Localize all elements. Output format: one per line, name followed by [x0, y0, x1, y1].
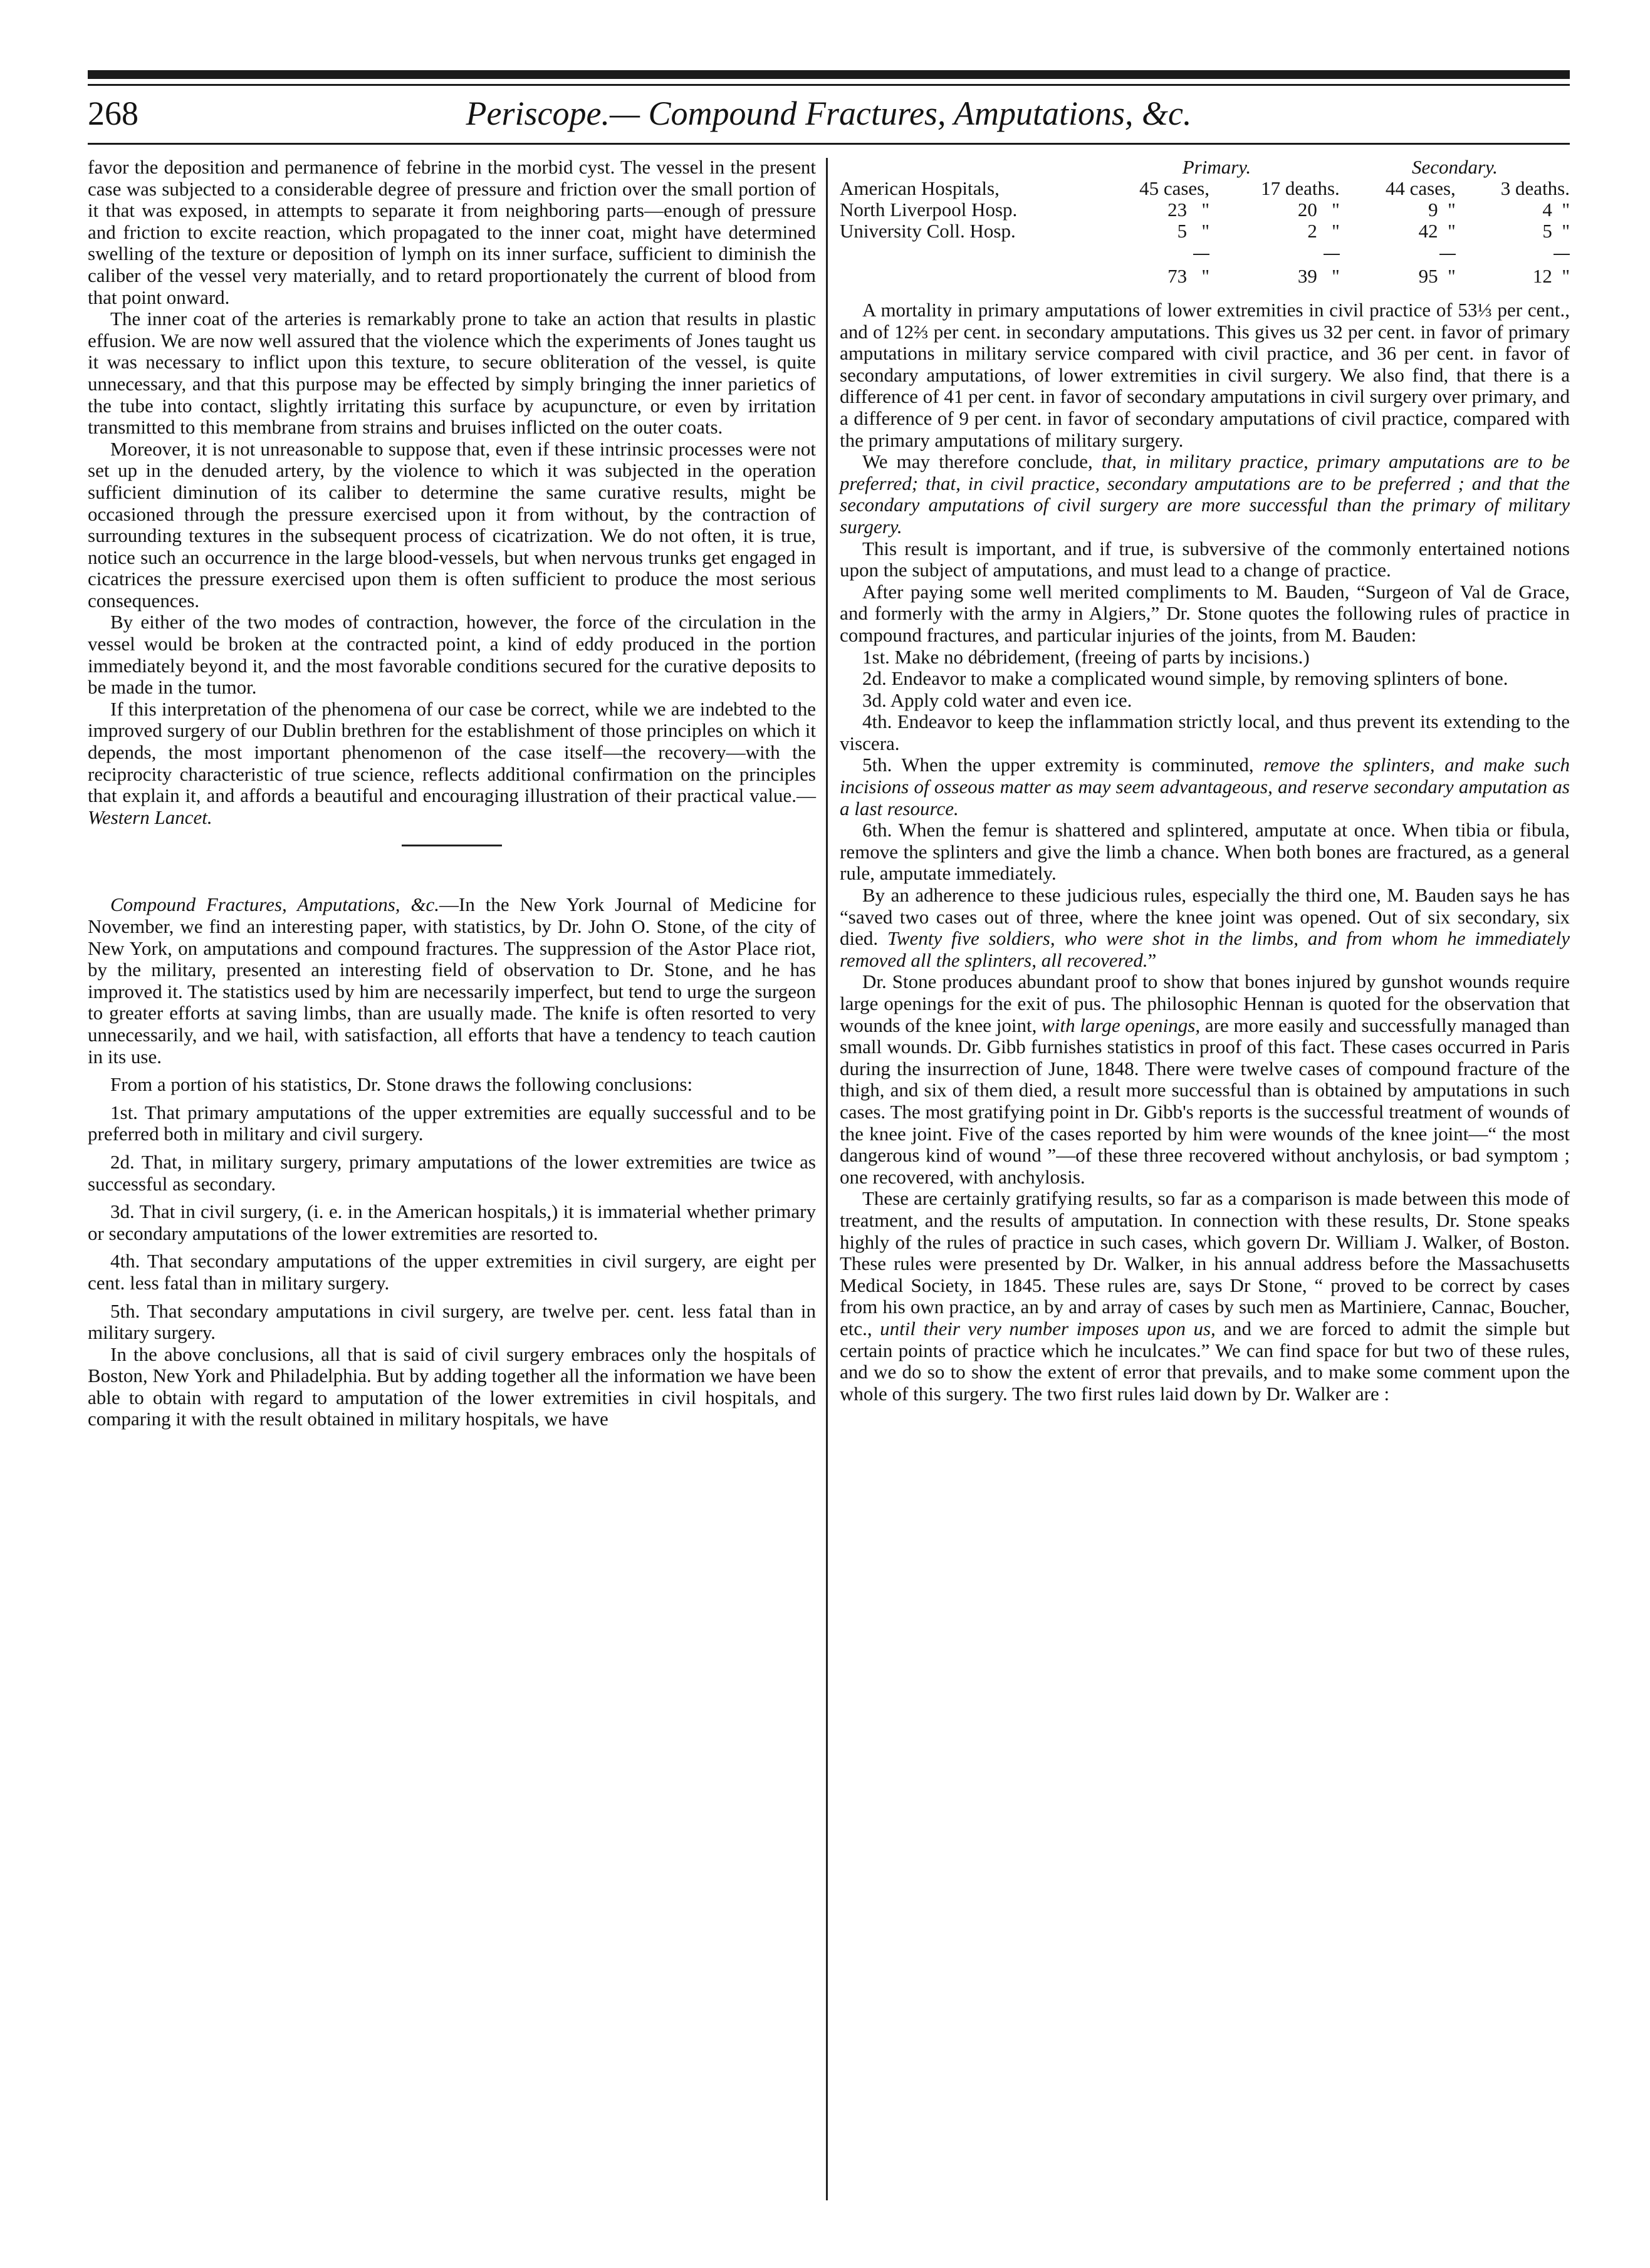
- table-row: American Hospitals, 45 cases, 17 deaths. 44 cases, 3 deaths.: [840, 177, 1570, 199]
- top-rule: [88, 70, 1570, 79]
- paragraph: The inner coat of the arteries is remarkably prone to take an action that results in plastic effusion. We are now well assured that the violence which the experiments of Jones taught us it was necessary to inflict upon this texture, to secure obliteration of the vessel, is quite unnecessary, and that this purpose may be effected by simply bringing the inner parietics of the tube into contact, slightly irritating this surface by acupuncture, or even by irritation transmitted to this membrane from strains and bruises inflicted on the outer coats.: [88, 308, 816, 439]
- paragraph: These are certainly gratifying results, so far as a comparison is made between this mode of treatment, and the results of amputation. In connection with these results, Dr. Stone speaks highly of the rules of practice in such cases, which govern Dr. William J. Walker, of Boston. These rules were presented by Dr. Walker, in his annual address before the Massachusetts Medical Society, in 1845. These rules are, says Dr Stone, “ proved to be correct by cases from his own practice, an by and array of cases by such men as Martiniere, Cannac, Boucher, etc., until their very number imposes upon us, and we are forced to admit the simple but certain points of practice which he inculcates.” We can find space for but two of these rules, and we do so to show the extent of error that prevails, and to make some comment upon the whole of this surgery. The two first rules laid down by Dr. Walker are :: [840, 1187, 1570, 1405]
- paragraph: This result is important, and if true, is subversive of the commonly entertained notions upon the subject of amputations, and must lead to a change of practice.: [840, 537, 1570, 581]
- table-row: University Coll. Hosp. 5 " 2 " 42 " 5 ": [840, 220, 1570, 242]
- conclusion-item: 2d. That, in military surgery, primary amputations of the lower extremities are twice as successful as secondary.: [88, 1150, 816, 1195]
- table-totals-row: 73 " 39 " 95 " 12 ": [1167, 265, 1570, 287]
- paragraph: favor the deposition and permanence of febrine in the morbid cyst. The vessel in the present case was subjected to a considerable degree of pressure and friction over the small portion of it that was exposed, in attempts to separate it from neighboring parts—enough of pressure and friction to excite reaction, which propagated to the inner coat, might have determined swelling of the texture or deposition of lymph on its inner surface, sufficient to diminish the caliber of the vessel very materially, and to retard proportionately the current of blood from that point onward.: [88, 156, 816, 308]
- paragraph: Moreover, it is not unreasonable to suppose that, even if these intrinsic processes were not set up in the denuded artery, by the violence to which it was subjected in the operation sufficient diminution of its caliber to determine the same curative results, might be occasioned through the pressure exercised upon it from without, by the contraction of surrounding textures in the subsequent process of cicatrization. We do not often, it is true, notice such an occurrence in the large blood-vessels, but when nervous trunks get engaged in cicatrices the pressure exercised upon them is often sufficient to produce the most serious consequences.: [88, 437, 816, 611]
- page-number: 268: [88, 95, 138, 132]
- emphasis: remove the splinters, and make such incisions of osseous matter as may seem advantageous, and reserve secondary amputation as a last resource.: [840, 754, 1570, 819]
- table-header-secondary: Secondary.: [1411, 156, 1498, 178]
- paragraph: By an adherence to these judicious rules, especially the third one, M. Bauden says he has “saved two cases out of three, where the knee joint was opened. Out of six secondary, six died. Twenty five soldiers, who were shot in the limbs, and from whom he immediately removed all the splinters, all recovered.”: [840, 884, 1570, 971]
- rule-item: 2d. Endeavor to make a complicated wound simple, by removing splinters of bone.: [862, 667, 1508, 690]
- rule-item: 3d. Apply cold water and even ice.: [862, 689, 1132, 711]
- paragraph-text: —In the New York Journal of Medicine for November, we find an interesting paper, with statistics, by Dr. John O. Stone, of the city of New York, on amputations and compound fractures. The suppression of the Astor Place riot, by the military, presented an interesting field of observation to Dr. Stone, and he has improved it. The statistics used by him are necessarily imperfect, but tend to urge the surgeon to greater efforts at saving limbs, than are usually made. The knife is often resorted to very unnecessarily, and we hail, with satisfaction, all efforts that have a tendency to teach caution in its use.: [88, 893, 816, 1068]
- paragraph: A mortality in primary amputations of lower extremities in civil practice of 53⅓ per cent., and of 12⅔ per cent. in secondary amputations. This gives us 32 per cent. in favor of primary amputations in military service compared with civil practice, and 36 per cent. in favor of secondary amputations, of lower extremities in civil surgery. We also find, that there is a difference of 41 per cent. in favor of secondary amputations in civil surgery over primary, and a difference of 9 per cent. in favor of secondary amputations of civil practice, compared with the primary amputations of military surgery.: [840, 299, 1570, 451]
- table-rule-row: [840, 242, 1570, 263]
- conclusion-item: 3d. That in civil surgery, (i. e. in the American hospitals,) it is immaterial whether primary or secondary amputations of the lower extremities are resorted to.: [88, 1200, 816, 1244]
- amputation-table: [840, 157, 1570, 287]
- article-title: Compound Fractures, Amputations, &c.: [110, 893, 440, 916]
- paragraph: In the above conclusions, all that is said of civil surgery embraces only the hospitals of Boston, New York and Philadelphia. But by adding together all the information we have been able to obtain with regard to amputation of the lower extremities in civil hospitals, and comparing it with the result obtained in military hospitals, we have: [88, 1343, 816, 1430]
- table-row: North Liverpool Hosp. 23 " 20 " 9 " 4 ": [840, 199, 1570, 221]
- paragraph: [88, 699, 816, 829]
- conclusion-item: 4th. That secondary amputations of the upper extremities in civil surgery, are eight per cent. less fatal than in military surgery.: [88, 1250, 816, 1294]
- paragraph: Dr. Stone produces abundant proof to show that bones injured by gunshot wounds require large openings for the exit of pus. The philosophic Hennan is quoted for the observation that wounds of the knee joint, with large openings, are more easily and successfully managed than small wounds. Dr. Gibb furnishes statistics in proof of this fact. These cases occurred in Paris during the insurrection of June, 1848. There were twelve cases of compound fracture of the thigh, and six of them died, a result more successful than is obtained by amputations in such cases. The most gratifying point in Dr. Gibb's reports is the successful treatment of wounds of the knee joint. Five of the cases reported by him were wounds of the knee joint—“ the most dangerous kind of wound ”—of these three recovered without anchylosis, or bad symptom ; one recovered, with anchylosis.: [840, 970, 1570, 1188]
- top-rule-thin: [88, 84, 1570, 86]
- article-intro: [88, 894, 816, 1068]
- table-header-primary: Primary.: [1182, 156, 1251, 178]
- paragraph: After paying some well merited compliments to M. Bauden, “Surgeon of Val de Grace, and formerly with the army in Algiers,” Dr. Stone quotes the following rules of practice in compound fractures, and particular injuries of the joints, from M. Bauden:: [840, 580, 1570, 646]
- running-head: Periscope.— Compound Fractures, Amputations, &c.: [466, 95, 1192, 132]
- emphasis: that, in military practice, primary amputations are to be preferred; that, in civil practice, secondary amputations are to be preferred ; and that the secondary amputations of civil surgery are more successful than the primary of military surgery.: [840, 450, 1570, 538]
- paragraph: By either of the two modes of contraction, however, the force of the circulation in the vessel would be broken at the contracted point, a kind of eddy produced in the portion immediately beyond it, and the most favorable conditions secured for the curative deposits to be made in the tumor.: [88, 611, 816, 699]
- section-divider: [402, 845, 502, 846]
- emphasis: with large openings,: [1042, 1014, 1201, 1036]
- column-divider: [826, 158, 828, 2200]
- right-column: [840, 157, 1570, 1405]
- left-column: [88, 157, 816, 1430]
- conclusion-item: 1st. That primary amputations of the upper extremities are equally successful and to be preferred both in military and civil surgery.: [88, 1101, 816, 1145]
- page-header: [88, 94, 1570, 132]
- paragraph: From a portion of his statistics, Dr. Stone draws the following conclusions:: [110, 1073, 693, 1096]
- rule-item: 6th. When the femur is shattered and splintered, amputate at once. When tibia or fibula, remove the splinters and give the limb a chance. When both bones are fractured, as a general rule, amputate immediately.: [840, 819, 1570, 885]
- emphasis: Twenty five soldiers, who were shot in the limbs, and from whom he immediately removed all the splinters, all recovered.: [840, 927, 1570, 971]
- paragraph-text: If this interpretation of the phenomena of our case be correct, while we are indebted to the improved surgery of our Dublin brethren for the establishment of those principles on which it depends, the most important phenomenon of the case itself—the recovery—with the reciprocity characteristic of true science, reflects additional confirmation on the principles that explain it, and affords a beautiful and encouraging illustration of their practical value.—: [88, 697, 816, 807]
- rule-item: 4th. Endeavor to keep the inflammation strictly local, and thus prevent its extending to the viscera.: [840, 710, 1570, 754]
- conclusion-item: 5th. That secondary amputations in civil surgery, are twelve per. cent. less fatal than in military surgery.: [88, 1299, 816, 1344]
- rule-item: 5th. When the upper extremity is comminuted, remove the splinters, and make such incisions of osseous matter as may seem advantageous, and reserve secondary amputation as a last resource.: [840, 754, 1570, 819]
- emphasis: until their very number imposes upon us,: [880, 1317, 1216, 1339]
- header-rule: [88, 143, 1570, 145]
- paragraph: We may therefore conclude, that, in military practice, primary amputations are to be preferred; that, in civil practice, secondary amputations are to be preferred ; and that the secondary amputations of civil surgery are more successful than the primary of military surgery.: [840, 450, 1570, 538]
- rule-item: 1st. Make no débridement, (freeing of parts by incisions.): [862, 645, 1310, 668]
- source-citation: Western Lancet.: [88, 806, 212, 828]
